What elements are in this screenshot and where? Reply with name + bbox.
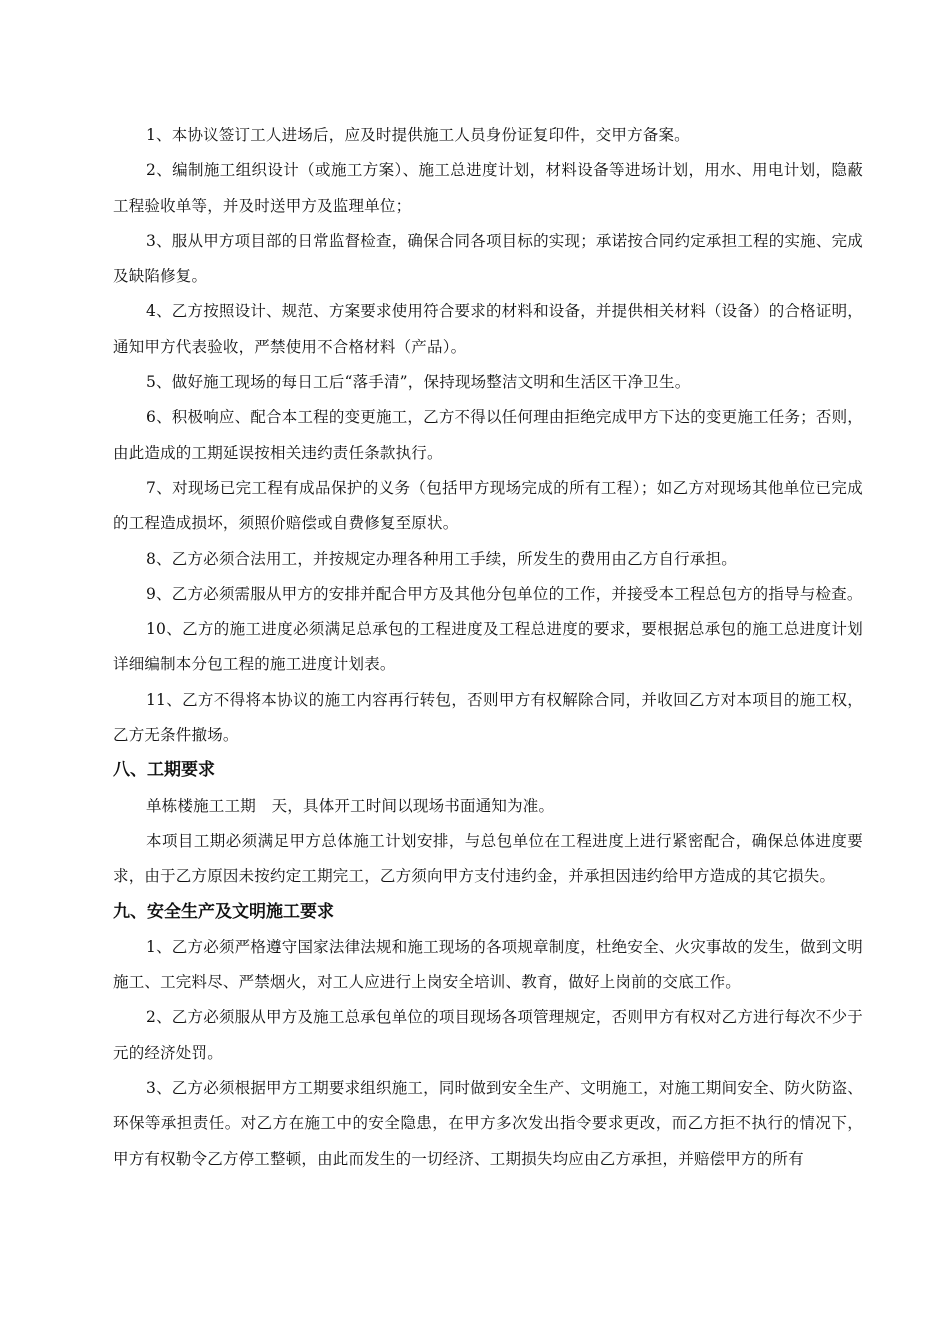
clause-7-2: 2、编制施工组织设计（或施工方案）、施工总进度计划，材料设备等进场计划，用水、用电计划，隐蔽工程验收单等，并及时送甲方及监理单位； [113, 161, 863, 215]
document-body [113, 118, 895, 1177]
section-heading-safety: 九、安全生产及文明施工要求 [113, 901, 334, 922]
schedule-paragraph-2: 本项目工期必须满足甲方总体施工计划安排，与总包单位在工程进度上进行紧密配合，确保总体进度要求，由于乙方原因未按约定工期完工，乙方须向甲方支付违约金，并承担因违约给甲方造成的其它损失。 [113, 831, 863, 886]
clause-7-4: 4、乙方按照设计、规范、方案要求使用符合要求的材料和设备，并提供相关材料（设备）的合格证明，通知甲方代表验收，严禁使用不合格材料（产品）。 [113, 302, 863, 356]
clause-7-3: 3、服从甲方项目部的日常监督检查，确保合同各项目标的实现；承诺按合同约定承担工程的实施、完成及缺陷修复。 [113, 231, 863, 286]
safety-clause-1: 1、乙方必须严格遵守国家法律法规和施工现场的各项规章制度，杜绝安全、火灾事故的发生，做到文明施工、工完料尽、严禁烟火，对工人应进行上岗安全培训、教育，做好上岗前的交底工作。 [113, 937, 863, 992]
clause-7-7: 7、对现场已完工程有成品保护的义务（包括甲方现场完成的所有工程）；如乙方对现场其他单位已完成的工程造成损坏，须照价赔偿或自费修复至原状。 [113, 478, 863, 533]
schedule-paragraph-1: 单栋楼施工工期 天，具体开工时间以现场书面通知为准。 [146, 796, 555, 815]
clause-7-9: 9、乙方必须需服从甲方的安排并配合甲方及其他分包单位的工作，并接受本工程总包方的指导与检查。 [146, 584, 863, 603]
section-heading-schedule: 八、工期要求 [113, 760, 215, 781]
clause-7-1: 1、本协议签订工人进场后，应及时提供施工人员身份证复印件，交甲方备案。 [146, 126, 690, 144]
clause-7-6: 6、积极响应、配合本工程的变更施工，乙方不得以任何理由拒绝完成甲方下达的变更施工任务；否则，由此造成的工期延误按相关违约责任条款执行。 [113, 408, 863, 462]
clause-7-8: 8、乙方必须合法用工，并按规定办理各种用工手续，所发生的费用由乙方自行承担。 [146, 549, 737, 568]
clause-7-10: 10、乙方的施工进度必须满足总承包的工程进度及工程总进度的要求，要根据总承包的施工总进度计划详细编制本分包工程的施工进度计划表。 [113, 620, 863, 674]
safety-clause-3: 3、乙方必须根据甲方工期要求组织施工，同时做到安全生产、文明施工，对施工期间安全、防火防盗、环保等承担责任。对乙方在施工中的安全隐患，在甲方多次发出指令要求更改，而乙方拒不执行的情况下，甲方有权勒令乙方停工整顿，由此而发生的一切经济、工期损失均应由乙方承担，并赔偿甲方的所有 [113, 1079, 863, 1168]
clause-7-5: 5、做好施工现场的每日工后“落手清”，保持现场整洁文明和生活区干净卫生。 [146, 373, 691, 392]
clause-7-11: 11、乙方不得将本协议的施工内容再行转包，否则甲方有权解除合同，并收回乙方对本项目的施工权，乙方无条件撤场。 [113, 690, 863, 745]
safety-clause-2: 2、乙方必须服从甲方及施工总承包单位的项目现场各项管理规定，否则甲方有权对乙方进行每次不少于 元的经济处罚。 [113, 1008, 895, 1062]
